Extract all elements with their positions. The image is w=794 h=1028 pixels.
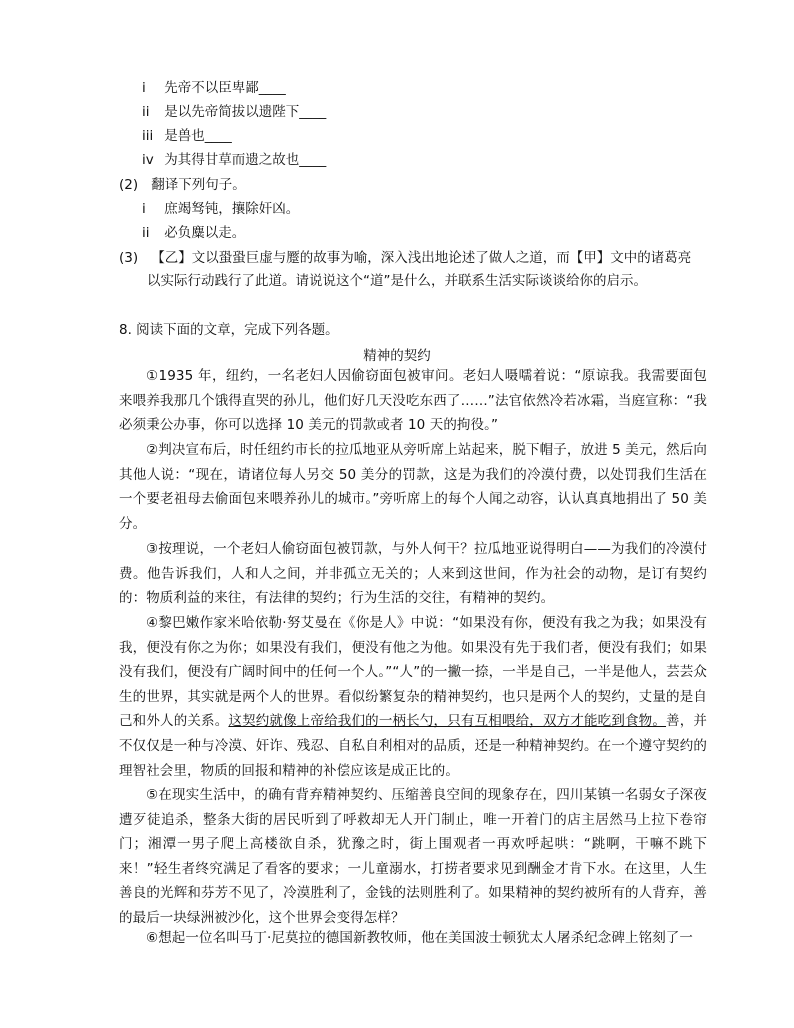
q1-item-iv xyxy=(142,151,326,169)
paragraph-4-text-end: 善，并不仅仅是一种与冷漠、奸诈、残忍、自私自利相对的品质，还是一种精神契约。在一个遵守契约的理智社会里，物质的回报和精神的补偿应该是成正比的。 xyxy=(119,713,707,779)
item-text: 是以先帝简拔以遗陛下____ xyxy=(164,104,327,120)
item-text: 是兽也____ xyxy=(164,128,232,144)
paragraph-3: ③按理说，一个老妇人偷窃面包被罚款，与外人何干？拉瓜地亚说得明白——为我们的冷漠付费。他告诉我们，人和人之间，并非孤立无关的；人来到这世间，作为社会的动物，是订有契约的：物质利益的来往，有法律的契约；行为生活的交往，有精神的契约。 xyxy=(119,541,707,607)
q3-text-line2: 以实际行动践行了此道。请说说这个“道”是什么，并联系生活实际谈谈给你的启示。 xyxy=(147,273,647,289)
underlined-sentence: 这契约就像上帝给我们的一柄长勺，只有互相喂给，双方才能吃到食物。 xyxy=(228,713,667,730)
q1-item-i xyxy=(142,79,286,97)
item-label: iv xyxy=(142,152,154,168)
paragraph-4 xyxy=(119,611,707,783)
item-text: 先帝不以臣卑鄙____ xyxy=(164,80,286,96)
item-text: 必负麋以走。 xyxy=(164,225,246,241)
section-heading: 8. 阅读下面的文章，完成下列各题。 xyxy=(119,322,339,338)
article-title: 精神的契约 xyxy=(363,348,431,364)
q2-item-ii xyxy=(142,224,245,242)
item-label: ii xyxy=(142,225,150,241)
paragraph-5: ⑤在现实生活中，的确有背弃精神契约、压缩善良空间的现象存在，四川某镇一名弱女子深夜遭歹徒追杀，整条大街的居民听到了呼救却无人开门制止，唯一开着门的店主居然马上拉下卷帘门；湘潭一男子爬上高楼欲自杀，犹豫之时，街上围观者一再欢呼起哄：“跳啊，干嘛不跳下来！”轻生者终究满足了看客的要求；一儿童溺水，打捞者要求见到酬金才肯下水。在这里，人生善良的光辉和芬芳不见了，冷漠胜利了，金钱的法则胜利了。如果精神的契约被所有的人背弃，善的最后一块绿洲被沙化，这个世界会变得怎样？ xyxy=(119,787,707,926)
q2-item-i xyxy=(142,200,299,218)
item-label: iii xyxy=(142,128,154,144)
paragraph-1: ①1935 年，纽约，一名老妇人因偷窃面包被审问。老妇人嗫嚅着说：“原谅我。我需要面包来喂养我那几个饿得直哭的孙儿，他们好几天没吃东西了……”法官依然冷若冰霜，当庭宣称：“我必须秉公办事，你可以选择 10 美元的罚款或者 10 天的拘役。” xyxy=(119,368,707,434)
q2-label: (2) xyxy=(119,177,139,193)
q2-prompt xyxy=(119,176,246,194)
item-text: 为其得甘草而遗之故也____ xyxy=(164,152,327,168)
item-text: 庶竭驽钝，攘除奸凶。 xyxy=(164,201,300,217)
paragraph-4-text: ④黎巴嫩作家米哈依勒·努艾曼在《你是人》中说：“如果没有你，便没有我之为我；如果没有我，便没有你之为你；如果没有我们，便没有他之为他。如果没有先于我们者，便没有我们；如果没有我们，便没有广阔时间中的任何一个人。”“人”的一撇一捺，一半是自己，一半是他人，芸芸众生的世界，其实就是两个人的世界。看似纷繁复杂的精神契约，也只是两个人的契约，丈量的是自己和外人的关系。 xyxy=(119,615,707,730)
item-label: ii xyxy=(142,104,150,120)
q1-item-iii xyxy=(142,127,232,145)
q3-label: (3) xyxy=(119,250,139,266)
paragraph-6: ⑥想起一位名叫马丁·尼莫拉的德国新教牧师，他在美国波士顿犹太人屠杀纪念碑上铭刻了一 xyxy=(146,930,693,946)
q3-text-line1: 【乙】文以蛩蛩巨虚与蹷的故事为喻，深入浅出地论述了做人之道，而【甲】文中的诸葛亮 xyxy=(151,250,692,266)
item-label: i xyxy=(142,201,146,217)
item-label: i xyxy=(142,80,146,96)
q1-item-ii xyxy=(142,103,326,121)
q3-prompt xyxy=(119,249,691,267)
paragraph-2: ②判决宣布后，时任纽约市长的拉瓜地亚从旁听席上站起来，脱下帽子，放进 5 美元，然后向其他人说：“现在，请诸位每人另交 50 美分的罚款，这是为我们的冷漠付费，以处罚我们生活在一个要老祖母去偷面包来喂养孙儿的城市。”旁听席上的每个人闻之动容，认认真真地捐出了 50 美分。 xyxy=(119,442,707,532)
q2-text: 翻译下列句子。 xyxy=(151,177,246,193)
